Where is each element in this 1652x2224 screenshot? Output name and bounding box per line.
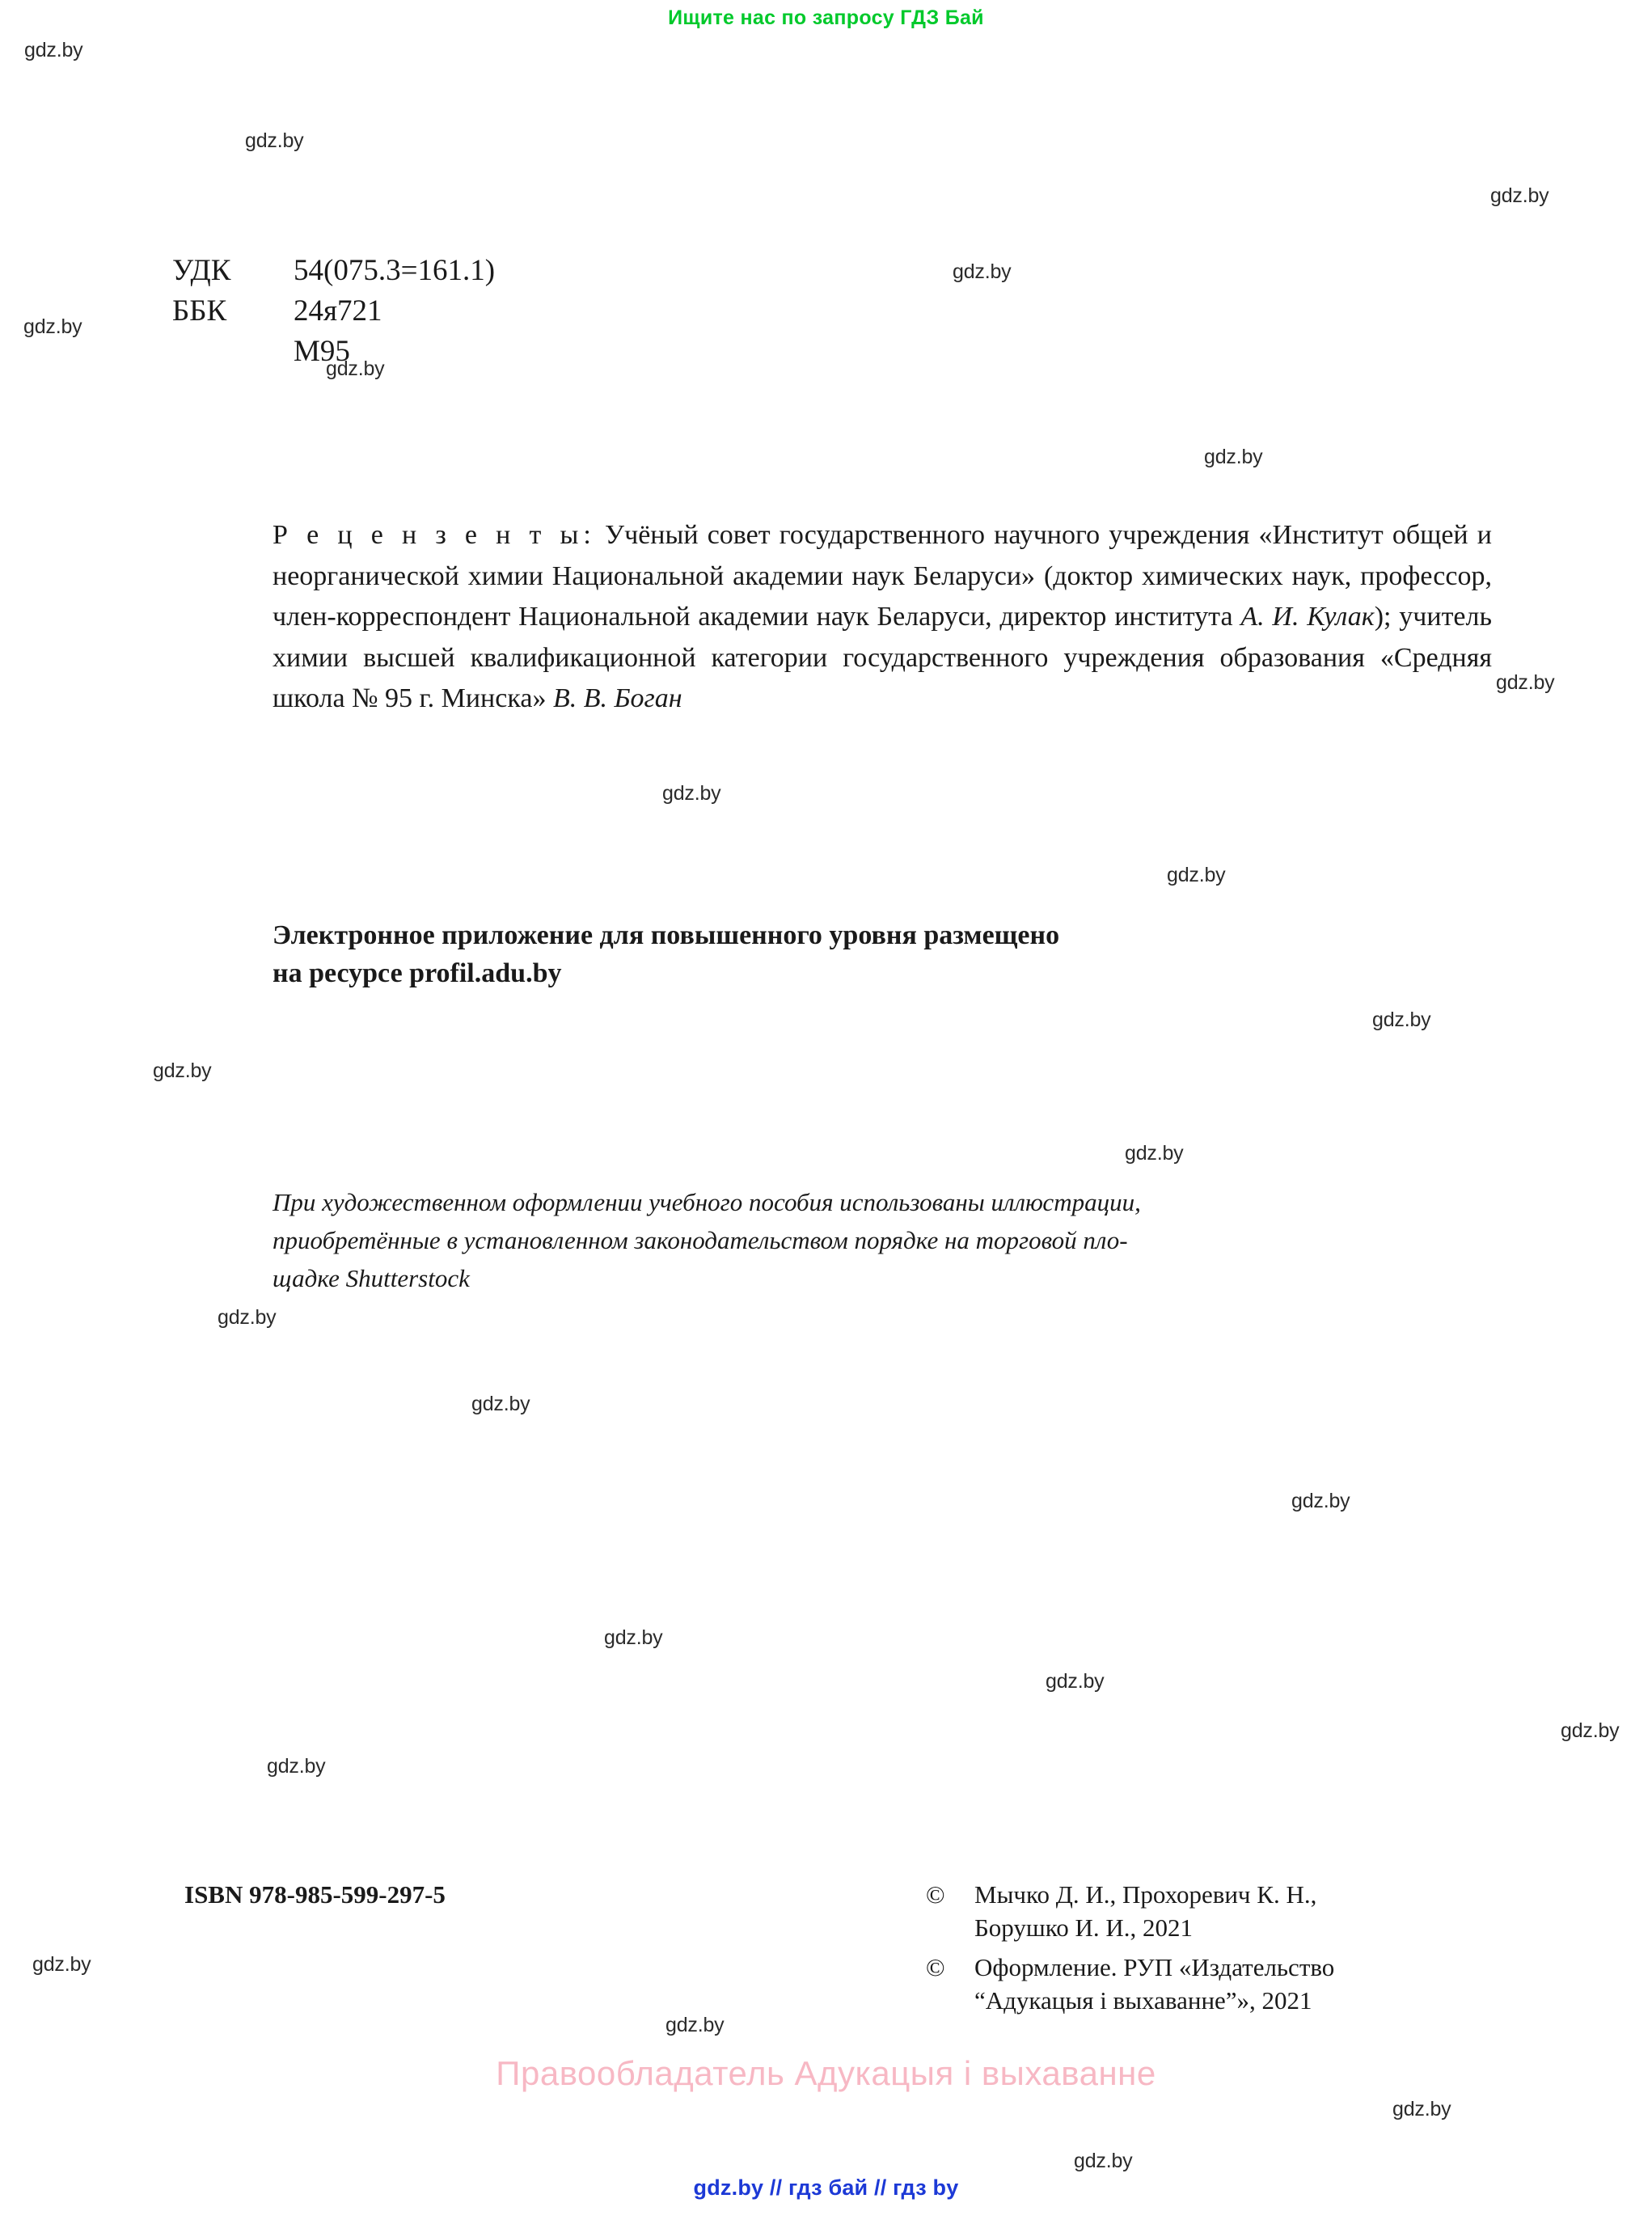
gdz-watermark: gdz.by <box>662 782 721 805</box>
gdz-watermark: gdz.by <box>953 260 1012 283</box>
gdz-watermark: gdz.by <box>1167 864 1226 886</box>
appendix-note-line: Электронное приложение для повышенного уровня размещено <box>273 920 1060 950</box>
classification-value: 54(075.3=161.1) <box>294 254 496 287</box>
appendix-note-line: на ресурсе profil.adu.by <box>273 958 562 988</box>
gdz-watermark: gdz.by <box>245 129 304 152</box>
copyright-line: “Адукацыя і выхаванне”», 2021 <box>974 1986 1312 2015</box>
illustration-note <box>273 1183 1492 1297</box>
isbn-text: ISBN 978-985-599-297-5 <box>184 1880 446 1909</box>
copyright-entry <box>926 1878 1334 1944</box>
copyright-entry-text <box>974 1878 1334 1944</box>
classification-row <box>172 332 495 372</box>
gdz-watermark: gdz.by <box>471 1393 530 1415</box>
illustration-note-line: При художественном оформлении учебного пособия использованы иллюстрации, <box>273 1188 1141 1216</box>
reviewers-text-part-1: Учёный совет государственного научного учреждения «Институт общей и неорганической химии Национальной академии наук Беларуси» (доктор химических наук, профессор, член-корреспондент Национальной академии наук Беларуси, директор института <box>273 520 1492 632</box>
gdz-watermark: gdz.by <box>665 2014 725 2036</box>
gdz-watermark: gdz.by <box>1490 184 1549 207</box>
copyright-entry-text <box>974 1951 1334 2017</box>
classification-block <box>172 251 495 372</box>
gdz-watermark: gdz.by <box>326 357 385 380</box>
classification-value: М95 <box>294 335 350 368</box>
copyright-line: Мычко Д. И., Прохоревич К. Н., <box>974 1880 1317 1909</box>
gdz-watermark: gdz.by <box>1372 1008 1431 1031</box>
copyright-block <box>926 1878 1334 2017</box>
gdz-watermark: gdz.by <box>1496 671 1555 694</box>
gdz-watermark: gdz.by <box>1046 1670 1105 1693</box>
classification-row <box>172 251 495 291</box>
copyright-icon: © <box>926 1880 945 1909</box>
copyright-entry <box>926 1951 1334 2017</box>
gdz-watermark: gdz.by <box>24 39 83 61</box>
gdz-watermark: gdz.by <box>23 315 82 338</box>
gdz-watermark: gdz.by <box>1125 1142 1184 1165</box>
reviewer-name-bogan: В. В. Боган <box>552 683 682 713</box>
promo-banner: Ищите нас по запросу ГДЗ Бай <box>668 6 984 29</box>
copyright-icon: © <box>926 1953 945 1981</box>
reviewer-name-kulak: А. И. Кулак <box>1240 602 1375 632</box>
gdz-watermark: gdz.by <box>153 1059 212 1082</box>
rights-holder-watermark: Правообладатель Адукацыя і выхаванне <box>496 2054 1156 2092</box>
gdz-watermark: gdz.by <box>267 1755 326 1778</box>
reviewers-text-part-2: ); учитель химии высшей квалификационной категории государственного учреждения образования «Средняя школа № 95 г. Минска» <box>273 602 1492 713</box>
gdz-watermark: gdz.by <box>604 1626 663 1649</box>
illustration-note-line: щадке Shutterstock <box>273 1264 470 1292</box>
classification-row <box>172 291 495 332</box>
appendix-note <box>273 916 1492 992</box>
gdz-watermark: gdz.by <box>1392 2098 1451 2120</box>
classification-key: УДК <box>172 254 231 287</box>
copyright-line: Борушко И. И., 2021 <box>974 1913 1194 1942</box>
classification-key <box>172 332 294 372</box>
gdz-watermark: gdz.by <box>218 1306 277 1329</box>
gdz-watermark: gdz.by <box>1074 2150 1133 2172</box>
classification-value: 24я721 <box>294 294 382 328</box>
classification-key: ББК <box>172 294 227 328</box>
gdz-watermark: gdz.by <box>1204 446 1263 468</box>
gdz-watermark: gdz.by <box>32 1953 91 1976</box>
footer-links[interactable]: gdz.by // гдз бай // гдз by <box>693 2175 959 2200</box>
gdz-watermark: gdz.by <box>1291 1490 1350 1512</box>
gdz-watermark: gdz.by <box>1561 1719 1620 1742</box>
illustration-note-line: приобретённые в установленном законодательством порядке на торговой пло- <box>273 1226 1128 1254</box>
reviewers-label: Р е ц е н з е н т ы: <box>273 520 596 550</box>
copyright-line: Оформление. РУП «Издательство <box>974 1953 1335 1981</box>
reviewers-paragraph <box>273 515 1492 720</box>
